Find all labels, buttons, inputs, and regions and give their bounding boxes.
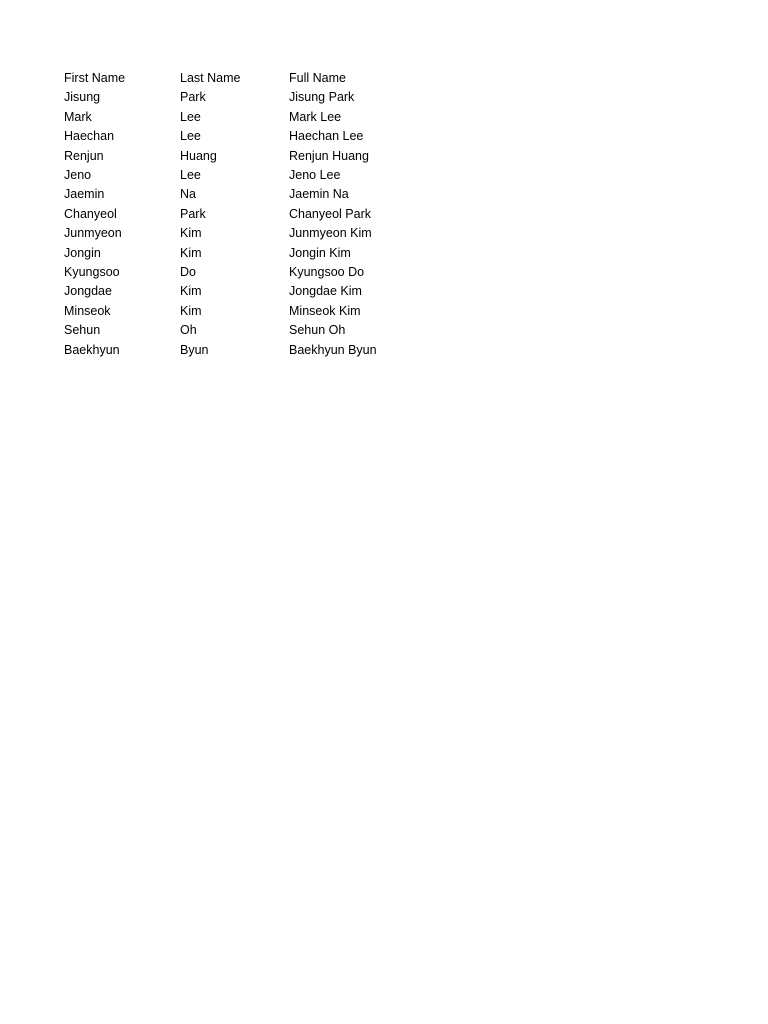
last-name-cell: Lee [180,129,201,144]
first-name-cell: Jeno [64,168,92,183]
last-name-cell: Kim [180,284,202,299]
table-row [60,321,395,340]
last-name-cell: Park [180,90,206,105]
first-name-cell: Kyungsoo [64,265,120,280]
first-name-cell: Jongin [64,245,101,260]
table-row [60,127,395,146]
first-name-cell: Jaemin [64,187,105,202]
last-name-cell: Oh [180,323,197,338]
header-last-name: Last Name [180,71,241,85]
last-name-cell: Byun [180,342,209,357]
table-row [60,88,395,107]
full-name-cell: Jongin Kim [289,245,351,260]
header-first-name: First Name [64,71,126,85]
table-row [60,341,395,360]
full-name-cell: Sehun Oh [289,323,346,338]
last-name-cell: Na [180,187,196,202]
table-row [60,147,395,166]
table-row [60,263,395,282]
last-name-cell: Huang [180,148,217,163]
last-name-cell: Lee [180,109,201,124]
full-name-cell: Minseok Kim [289,303,361,318]
last-name-cell: Kim [180,303,202,318]
first-name-cell: Sehun [64,323,101,338]
last-name-cell: Kim [180,245,202,260]
full-name-cell: Mark Lee [289,109,342,124]
full-name-cell: Chanyeol Park [289,206,371,221]
full-name-cell: Baekhyun Byun [289,342,377,357]
full-name-cell: Junmyeon Kim [289,226,372,241]
full-name-cell: Jeno Lee [289,168,341,183]
first-name-cell: Haechan [64,129,115,144]
last-name-cell: Kim [180,226,202,241]
first-name-cell: Minseok [64,303,111,318]
last-name-cell: Do [180,265,196,280]
table-row [60,302,395,321]
full-name-cell: Kyungsoo Do [289,265,365,280]
table-row [60,166,395,185]
first-name-cell: Chanyeol [64,206,117,221]
names-table [60,69,395,360]
full-name-cell: Haechan Lee [289,129,364,144]
first-name-cell: Junmyeon [64,226,122,241]
table-row [60,224,395,243]
full-name-cell: Jongdae Kim [289,284,362,299]
table-row [60,282,395,301]
names-table-body [60,69,395,360]
table-header-row [60,69,395,88]
full-name-cell: Jaemin Na [289,187,349,202]
first-name-cell: Renjun [64,148,104,163]
table-row [60,108,395,127]
first-name-cell: Jisung [64,90,101,105]
last-name-cell: Lee [180,168,201,183]
first-name-cell: Jongdae [64,284,112,299]
table-row [60,185,395,204]
first-name-cell: Baekhyun [64,342,120,357]
last-name-cell: Park [180,206,206,221]
header-full-name: Full Name [289,71,346,85]
table-row [60,205,395,224]
table-row [60,244,395,263]
first-name-cell: Mark [64,109,92,124]
full-name-cell: Jisung Park [289,90,355,105]
full-name-cell: Renjun Huang [289,148,369,163]
